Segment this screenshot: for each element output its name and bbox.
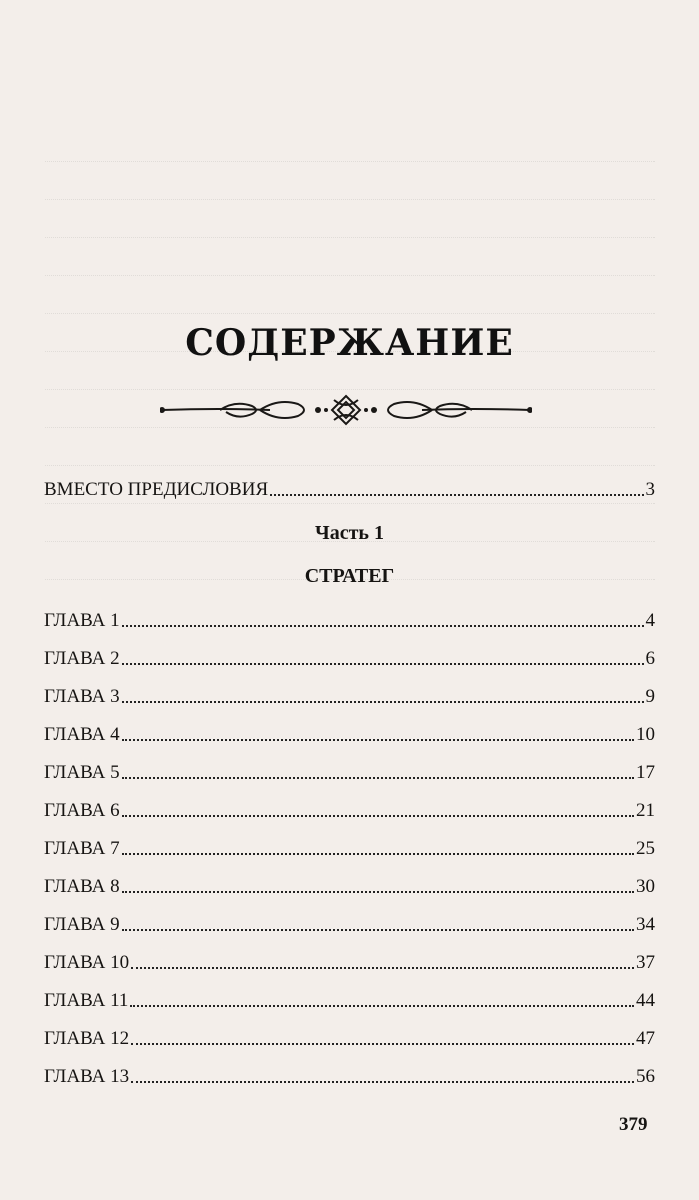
toc-label: ГЛАВА 9 (44, 914, 120, 935)
toc-label: ГЛАВА 12 (44, 1028, 130, 1049)
toc-page: 4 (645, 610, 655, 631)
toc-page: 44 (636, 990, 655, 1011)
dot-leader (122, 891, 634, 893)
toc-label: ГЛАВА 8 (44, 876, 120, 897)
dot-leader (122, 853, 634, 855)
toc-page: 37 (636, 952, 655, 973)
dot-leader (131, 1081, 634, 1083)
toc-row-chapter[interactable] (44, 758, 655, 784)
toc-row-chapter[interactable] (44, 720, 655, 746)
part-name: СТРАТЕГ (304, 565, 395, 587)
toc-page: 10 (636, 724, 655, 745)
toc-label: ГЛАВА 2 (44, 648, 120, 669)
dot-leader (130, 1005, 634, 1007)
dot-leader (122, 815, 634, 817)
dot-leader (131, 967, 634, 969)
part-label: Часть 1 (315, 522, 384, 544)
toc-label: ГЛАВА 3 (44, 686, 120, 707)
toc-page: 9 (645, 686, 655, 707)
toc-row-chapter[interactable] (44, 682, 655, 708)
toc-page: 17 (636, 762, 655, 783)
dot-leader (131, 1043, 634, 1045)
dot-leader (122, 663, 644, 665)
dot-leader (122, 777, 634, 779)
toc-row-intro[interactable] (44, 475, 655, 501)
toc-row-chapter[interactable] (44, 872, 655, 898)
toc-page: 47 (636, 1028, 655, 1049)
toc-label: ГЛАВА 6 (44, 800, 120, 821)
toc-label: ГЛАВА 11 (44, 990, 129, 1011)
toc-label: ГЛАВА 10 (44, 952, 130, 973)
toc-row-chapter[interactable] (44, 606, 655, 632)
toc-label: ГЛАВА 5 (44, 762, 120, 783)
toc-row-chapter[interactable] (44, 796, 655, 822)
toc-row-chapter[interactable] (44, 910, 655, 936)
toc-page: 25 (636, 838, 655, 859)
page-title: СОДЕРЖАНИЕ (185, 322, 514, 364)
ornament-divider (160, 390, 532, 430)
toc-label: ГЛАВА 1 (44, 610, 120, 631)
toc-label: ГЛАВА 7 (44, 838, 120, 859)
dot-leader (270, 494, 643, 496)
toc-page: 34 (636, 914, 655, 935)
toc-row-chapter[interactable] (44, 1024, 655, 1050)
toc-row-chapter[interactable] (44, 948, 655, 974)
toc-page: 6 (645, 648, 655, 669)
dot-leader (122, 625, 644, 627)
toc-row-chapter[interactable] (44, 834, 655, 860)
toc-page: 3 (645, 479, 655, 500)
toc-page: 56 (636, 1066, 655, 1087)
toc-page: 21 (636, 800, 655, 821)
toc-page: 30 (636, 876, 655, 897)
page-number: 379 (619, 1114, 648, 1135)
toc-row-chapter[interactable] (44, 986, 655, 1012)
toc-label: ВМЕСТО ПРЕДИСЛОВИЯ (44, 479, 269, 500)
toc-label: ГЛАВА 13 (44, 1066, 130, 1087)
toc-row-chapter[interactable] (44, 644, 655, 670)
toc-row-chapter[interactable] (44, 1062, 655, 1088)
dot-leader (122, 701, 644, 703)
dot-leader (122, 929, 634, 931)
dot-leader (122, 739, 634, 741)
toc-label: ГЛАВА 4 (44, 724, 120, 745)
